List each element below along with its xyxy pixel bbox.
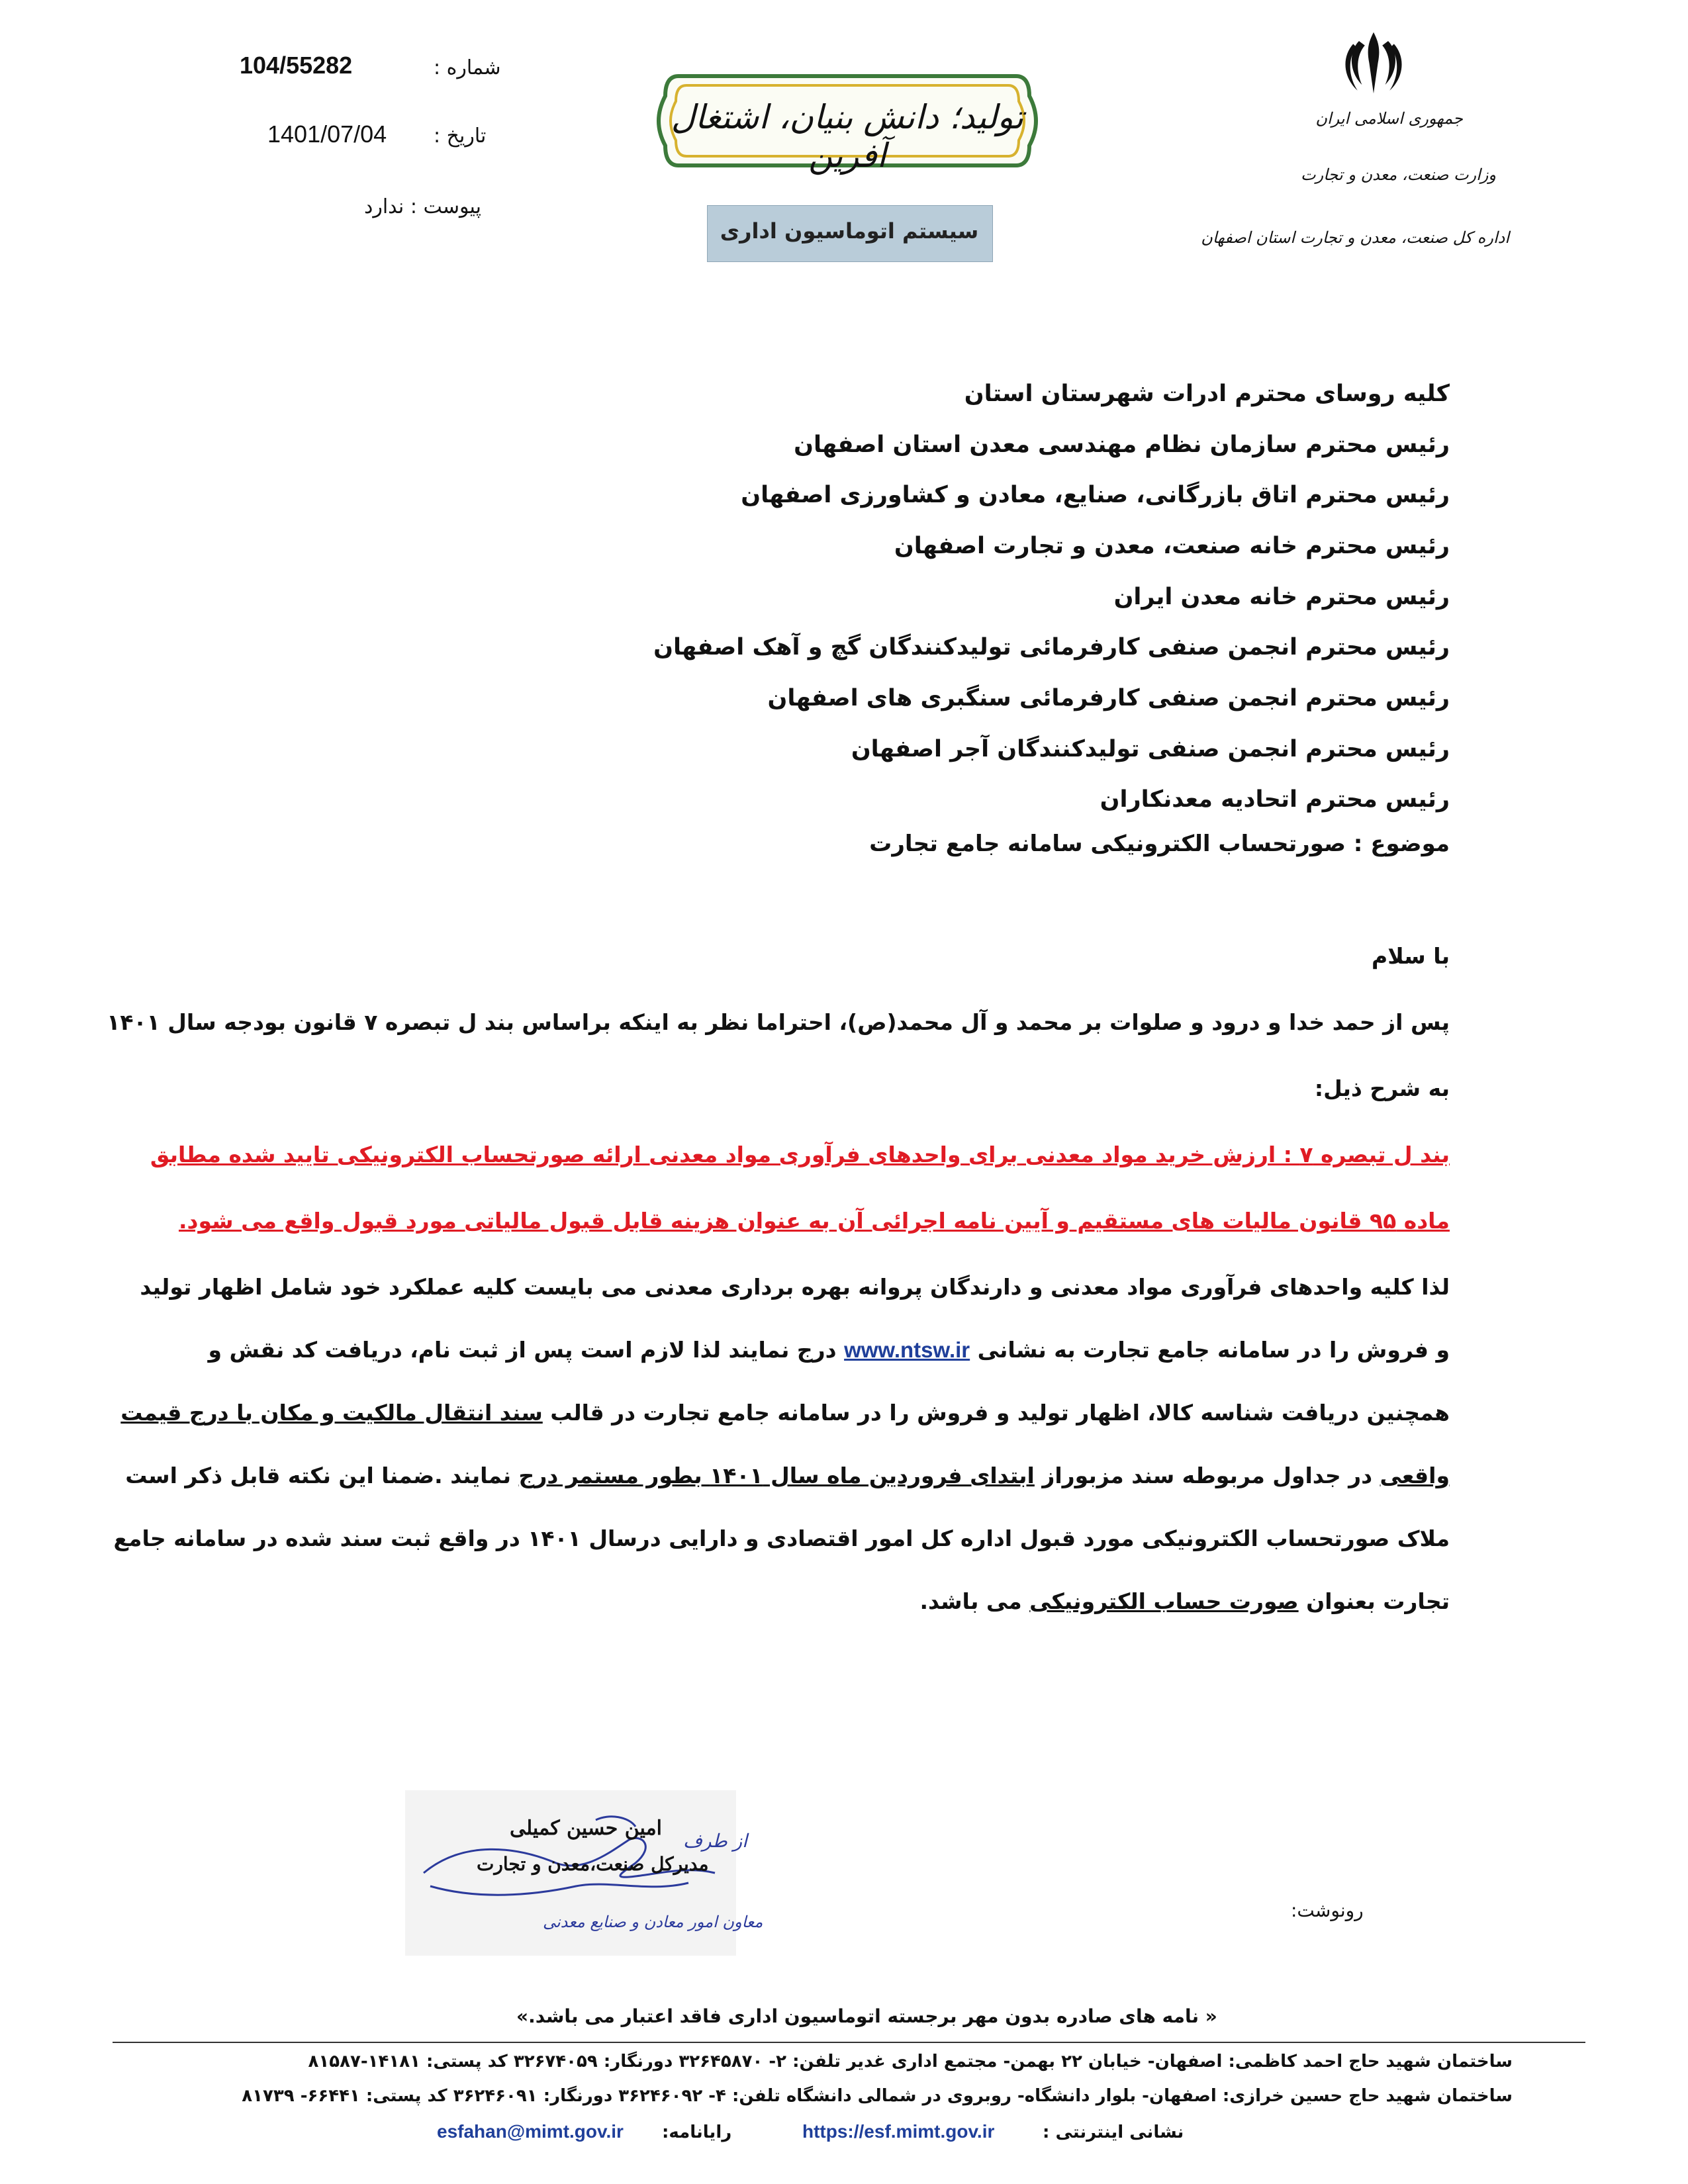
greeting: با سلام: [1372, 943, 1450, 969]
automation-label: سیستم اتوماسیون اداری: [720, 218, 979, 244]
signer-deputy: معاون امور معادن و صنایع معدنی: [543, 1913, 763, 1931]
body-line-3-underlined: سند انتقال مالکیت و مکان با درج قیمت: [120, 1400, 543, 1426]
ntsw-link[interactable]: www.ntsw.ir: [844, 1338, 970, 1362]
body-line-4-end: نمایند .ضمنا این نکته قابل ذکر است: [125, 1463, 512, 1488]
body-line-6-start: تجارت بعنوان: [1306, 1588, 1450, 1614]
recipient-6: رئیس محترم انجمن صنفی کارفرمائی تولیدکنندگان گچ و آهک اصفهان: [653, 634, 1450, 660]
clause-line-2: ماده ۹۵ قانون مالیات های مستقیم و آیین نامه اجرائی آن به عنوان هزینه قابل قبول مالیاتی مورد قبول واقع می شود.: [178, 1208, 1450, 1234]
iran-emblem-icon: [1337, 26, 1410, 99]
date-label: تاریخ :: [434, 124, 487, 148]
recipient-7: رئیس محترم انجمن صنفی کارفرمائی سنگبری های اصفهان: [767, 685, 1450, 711]
footer-divider: [113, 2042, 1585, 2043]
footer-address-1: ساختمان شهید حاج احمد کاظمی: اصفهان- خیابان ۲۲ بهمن- مجتمع اداری غدیر تلفن: ۲- ۳۲۶۴۵۸۷۰ دورنگار: ۳۲۶۷۴۰۵۹ کد پستی: ۱۴۱۸۱-۸۱۵۸۷: [308, 2052, 1513, 2071]
body-line-5: ملاک صورتحساب الکترونیکی مورد قبول اداره کل امور اقتصادی و دارایی درسال ۱۴۰۱ در واقع ثبت سند شده در سامانه جامع: [113, 1525, 1450, 1551]
ministry-line-2: وزارت صنعت، معدن و تجارت: [1301, 165, 1496, 184]
number-label: شماره :: [434, 56, 501, 79]
body-line-6-underlined: صورت حساب الکترونیکی: [1029, 1588, 1299, 1614]
body-line-1: لذا کلیه واحدهای فرآوری مواد معدنی و دارندگان پروانه بهره برداری معدنی می بایست کلیه عملکرد خود شامل اظهار تولید: [140, 1274, 1450, 1300]
body-line-4-underlined-1: واقعی: [1380, 1463, 1450, 1488]
on-behalf-text: از طرف: [683, 1830, 747, 1852]
body-line-6: [920, 1588, 1450, 1614]
intro-line-2: به شرح ذیل:: [1314, 1075, 1450, 1101]
body-line-3: [120, 1400, 1450, 1426]
email-link[interactable]: esfahan@mimt.gov.ir: [437, 2121, 624, 2142]
body-line-2: [208, 1337, 1450, 1363]
letter-number: 104/55282: [240, 52, 353, 79]
ministry-line-3: اداره کل صنعت، معدن و تجارت استان اصفهان: [1201, 228, 1509, 247]
body-line-4-middle: در جداول مربوطه سند مزبوراز: [1042, 1463, 1373, 1488]
email-label: رایانامه:: [662, 2122, 732, 2142]
recipient-4: رئیس محترم خانه صنعت، معدن و تجارت اصفهان: [894, 533, 1450, 559]
recipient-9: رئیس محترم اتحادیه معدنکاران: [1100, 786, 1450, 813]
website-link[interactable]: https://esf.mimt.gov.ir: [802, 2121, 995, 2142]
body-line-3-start: همچنین دریافت شناسه کالا، اظهار تولید و فروش را در سامانه جامع تجارت در قالب: [550, 1400, 1450, 1426]
ministry-line-1: جمهوری اسلامی ایران: [1315, 109, 1463, 128]
body-line-4: [125, 1463, 1450, 1488]
signer-title: مدیرکل صنعت،معدن و تجارت: [477, 1853, 709, 1875]
recipient-8: رئیس محترم انجمن صنفی تولیدکنندگان آجر اصفهان: [851, 736, 1450, 762]
slogan-text: تولید؛ دانش بنیان، اشتغال آفرین: [671, 98, 1024, 175]
recipient-1: کلیه روسای محترم ادرات شهرستان استان: [964, 381, 1450, 407]
body-line-2-start: و فروش را در سامانه جامع تجارت به نشانی: [977, 1337, 1450, 1363]
intro-line-1: پس از حمد خدا و درود و صلوات بر محمد و آل محمد(ص)، احتراما نظر به اینکه براساس بند ل تبصره ۷ قانون بودجه سال ۱۴۰۱: [107, 1009, 1450, 1035]
attachment-label: پیوست : ندارد: [364, 195, 481, 218]
footer-address-2: ساختمان شهید حاج حسین خرازی: اصفهان- بلوار دانشگاه- روبروی در شمالی دانشگاه تلفن: ۴- ۳۶۲۴۶۰۹۲ دورنگار: ۳۶۲۴۶۰۹۱ کد پستی: ۶۶۴۴۱- ۸۱۷۳۹: [242, 2086, 1513, 2106]
recipient-2: رئیس محترم سازمان نظام مهندسی معدن استان اصفهان: [794, 432, 1450, 458]
clause-line-1: بند ل تبصره ۷ : ارزش خرید مواد معدنی برای واحدهای فرآوری مواد معدنی ارائه صورتحساب الکترونیکی تایید شده مطابق: [150, 1142, 1450, 1167]
body-line-4-underlined-2: ابتدای فروردین ماه سال ۱۴۰۱ بطور مستمر درج: [518, 1463, 1035, 1488]
subject-line: موضوع : صورتحساب الکترونیکی سامانه جامع تجارت: [869, 831, 1450, 857]
footer-notice: « نامه های صادره بدون مهر برجسته اتوماسیون اداری فاقد اعتبار می باشد.»: [516, 2005, 1217, 2027]
letter-date: 1401/07/04: [267, 120, 387, 148]
body-line-6-end: می باشد.: [919, 1588, 1022, 1614]
body-line-2-end: درج نمایند لذا لازم است پس از ثبت نام، دریافت کد نقش و: [208, 1337, 837, 1363]
cc-label: رونوشت:: [1291, 1899, 1364, 1921]
recipient-5: رئیس محترم خانه معدن ایران: [1113, 584, 1450, 610]
website-label: نشانی اینترنتی :: [1043, 2122, 1184, 2142]
recipient-3: رئیس محترم اتاق بازرگانی، صنایع، معادن و کشاورزی اصفهان: [741, 482, 1450, 508]
signer-name: امین حسین کمیلی: [510, 1817, 662, 1840]
